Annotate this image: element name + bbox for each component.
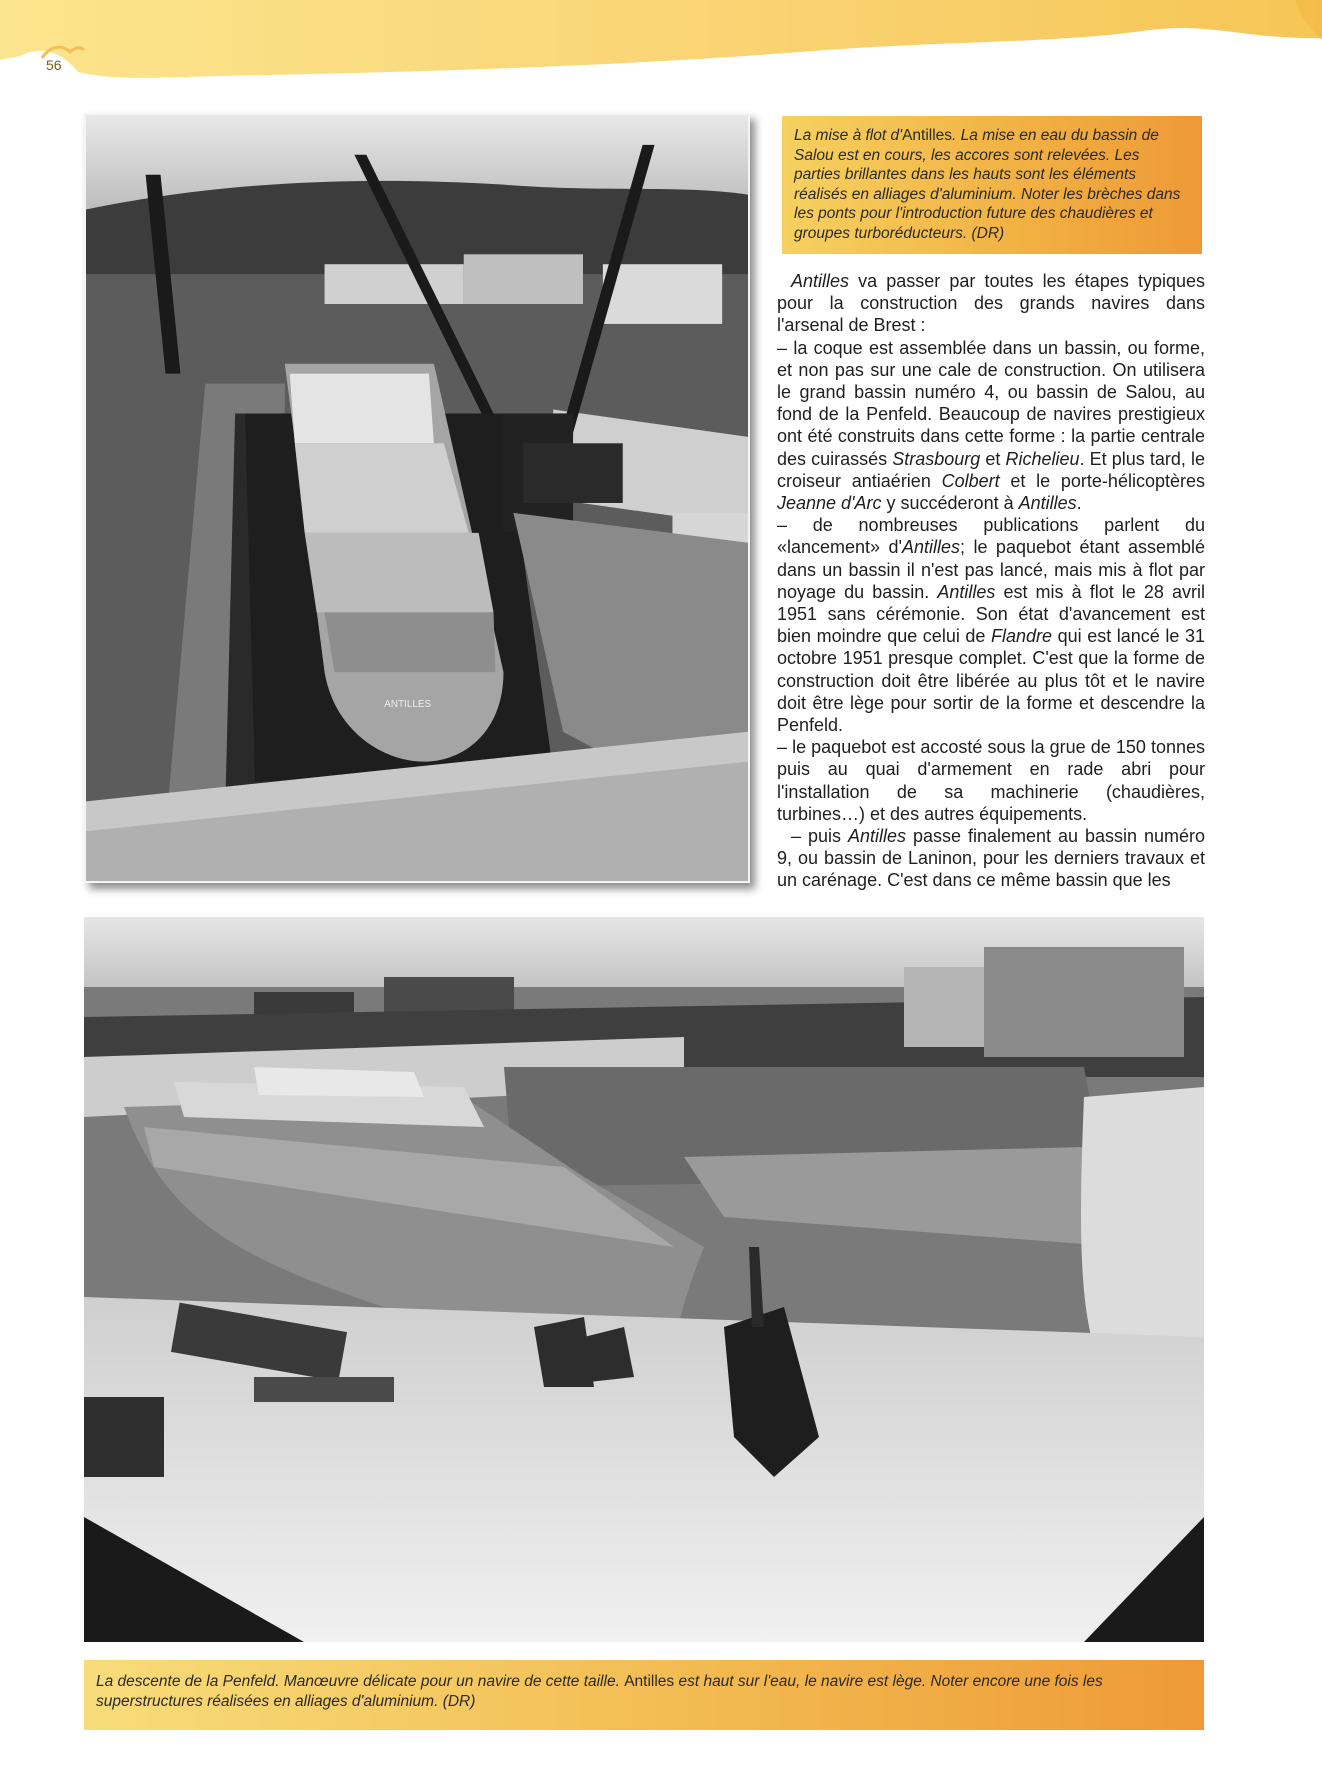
- paragraph-3: [777, 514, 1205, 736]
- ship-name: Colbert: [941, 470, 1000, 491]
- page-number: 56: [46, 57, 62, 73]
- article-body: [777, 270, 1205, 892]
- ship-name: Jeanne d'Arc: [777, 493, 882, 514]
- paragraph-5: [777, 825, 1205, 892]
- text-run: . Et plus tard, le croiseur antiaérien: [777, 448, 1205, 491]
- ship-name: Flandre: [991, 626, 1053, 647]
- caption-top-part3: . La mise en eau du bassin de Salou est en cours, les accores sont relevées. Les parties brillantes dans les hauts sont les éléments réalisés en alliages d'aluminium. Noter les brèches dans les ponts pour l'introduction future des chaudières et groupes turboréducteurs. (DR): [794, 127, 1181, 242]
- caption-top: [782, 116, 1202, 254]
- text-run: qui est lancé le 31 octobre 1951 presque complet. C'est que la forme de construction doit être libérée au plus tôt et le navire doit être lège pour sortir de la forme et descendre la Penfeld.: [777, 626, 1205, 736]
- text-run: – la coque est assemblée dans un bassin, ou forme, et non pas sur une cale de construction. On utilisera le grand bassin numéro 4, ou bassin de Salou, au fond de la Penfeld. Beaucoup de navires prestigieux ont été construits dans cette forme : la partie centrale des cuirassés: [777, 337, 1205, 469]
- caption-bottom-ship-name: Antilles: [624, 1673, 675, 1690]
- caption-bottom: [84, 1660, 1204, 1730]
- ship-name: Antilles: [901, 537, 961, 558]
- svg-text:ANTILLES: ANTILLES: [384, 698, 432, 710]
- text-run: – puis: [791, 826, 848, 847]
- ship-name: Antilles: [847, 826, 906, 847]
- ship-name: Antilles: [1018, 493, 1077, 514]
- paragraph-1: [777, 270, 1205, 337]
- text-run: y succéderont à: [881, 493, 1019, 514]
- text-run: – le paquebot est accosté sous la grue de 150 tonnes puis au quai d'armement en rade abri pour l'installation de sa machinerie (chaudières, turbines…) et des autres équipements.: [777, 737, 1205, 824]
- ship-name: Antilles: [937, 581, 996, 602]
- photo-ship-in-drydock: [84, 113, 750, 883]
- caption-bottom-part1: La descente de la Penfeld. Manœuvre délicate pour un navire de cette taille.: [96, 1673, 625, 1690]
- header-wave-banner: [0, 0, 1322, 95]
- text-run: ; le paquebot étant assemblé dans un bassin il n'est pas lancé, mais mis à flot par noyage du bassin.: [777, 537, 1205, 602]
- ship-name: Antilles: [791, 271, 850, 291]
- text-run: passe finalement au bassin numéro 9, ou bassin de Laninon, pour les derniers travaux et un carénage. C'est dans ce même bassin que les: [777, 826, 1205, 891]
- text-run: et: [980, 448, 1006, 469]
- ship-name: Richelieu: [1005, 448, 1080, 469]
- text-run: – de nombreuses publications parlent du «lancement» d': [777, 515, 1205, 558]
- photo-ship-towed-in-harbour: [84, 917, 1204, 1642]
- paragraph-4: [777, 736, 1205, 825]
- text-run: .: [1076, 493, 1082, 514]
- ship-name: Strasbourg: [892, 448, 981, 469]
- caption-bottom-part3: est haut sur l'eau, le navire est lège. Noter encore une fois les superstructures réalisées en alliages d'aluminium. (DR): [96, 1673, 1103, 1710]
- paragraph-2: [777, 337, 1205, 515]
- ship-towed-in-harbour-photo-icon: [84, 917, 1204, 1642]
- text-run: est mis à flot le 28 avril 1951 sans cérémonie. Son état d'avancement est bien moindre que celui de: [777, 581, 1205, 647]
- caption-top-ship-name: Antilles: [902, 127, 953, 144]
- text-run: va passer par toutes les étapes typiques pour la construction des grands navires dans l'arsenal de Brest :: [777, 271, 1205, 336]
- ship-in-drydock-photo-icon: [86, 115, 748, 881]
- text-run: et le porte-hélicoptères: [999, 470, 1205, 491]
- caption-top-part1: La mise à flot d': [794, 127, 903, 144]
